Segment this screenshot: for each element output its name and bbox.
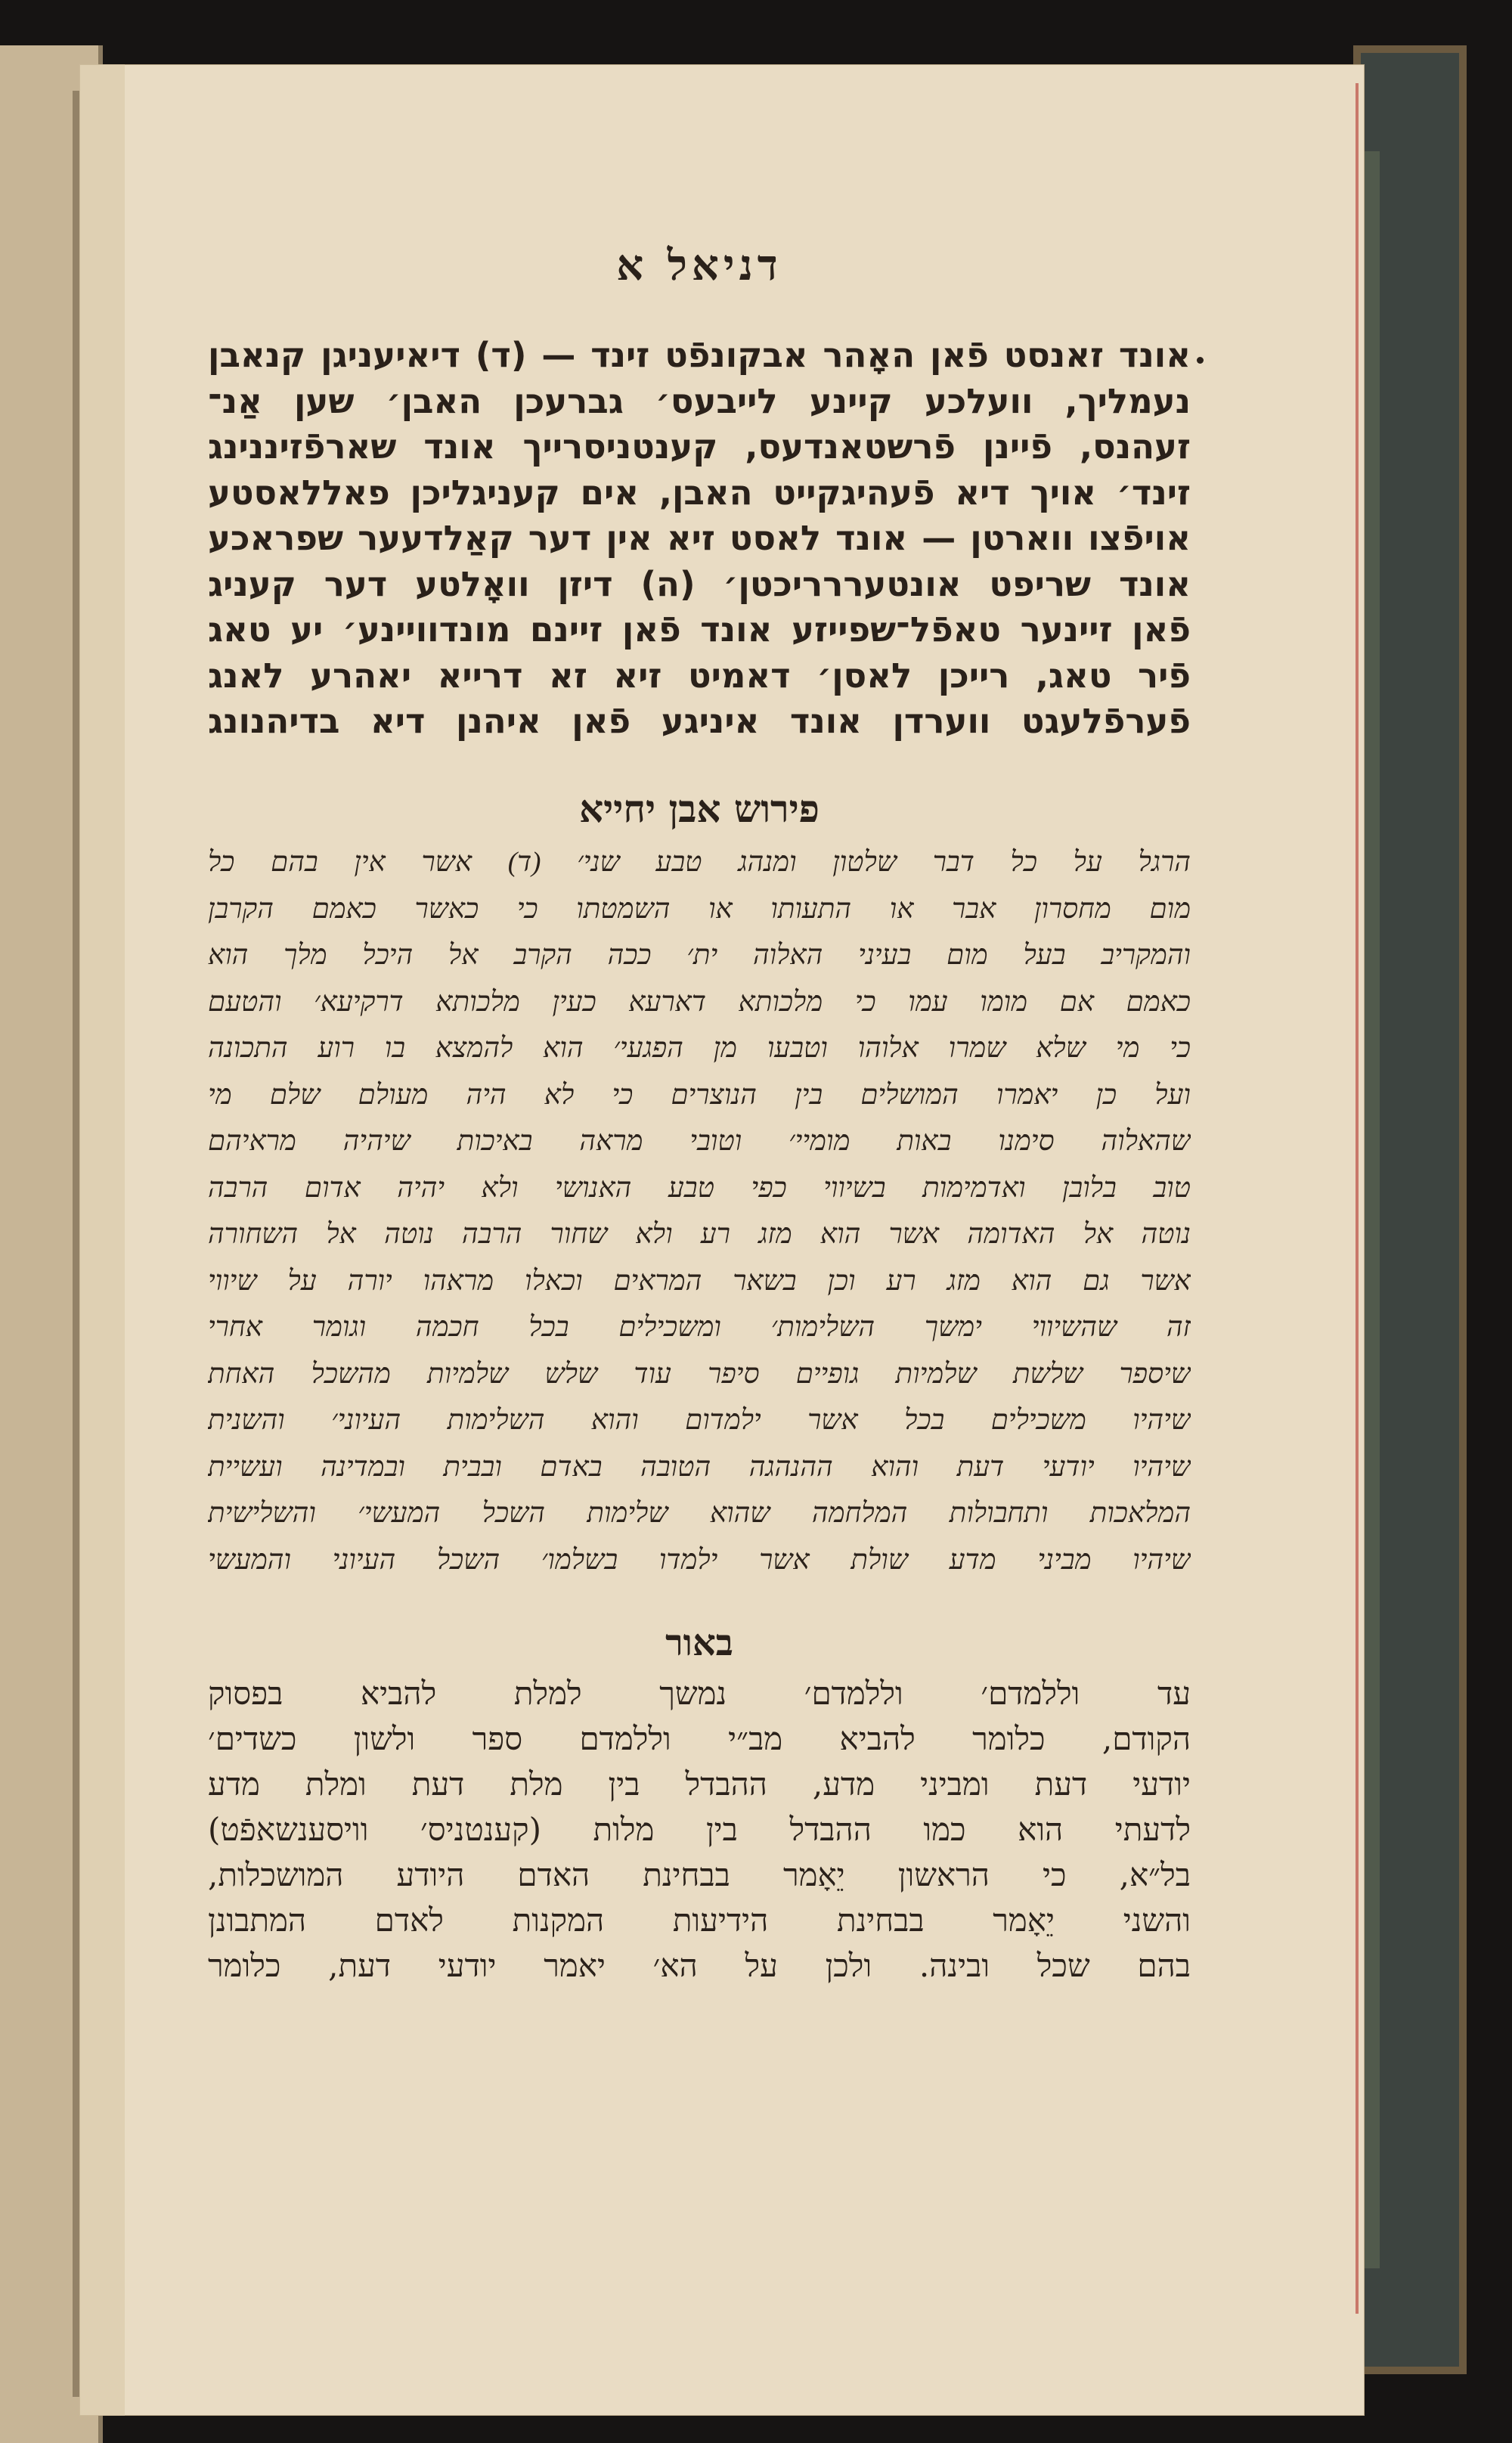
biur-heading: באור — [665, 1622, 733, 1664]
biur-line: הקודם, כלומר להביא מב״י וללמדם ספר ולשון כשדים׳ — [208, 1720, 1191, 1757]
commentary-line: שיהיו יודעי דעת והוא ההנהגה הטובה באדם ובבית ובמדינה ועשיית — [208, 1451, 1191, 1483]
text-line: זינד׳ אויך דיא פֿעהיגקייט האבן, אים קעניגליכן פאללאסטע — [208, 472, 1191, 513]
commentary-line: ועל כן יאמרו המושלים בין הנוצרים כי לא היה מעולם שלם מי — [208, 1079, 1191, 1111]
biur-line: עד וללמדם׳ וללמדם׳ נמשך למלת להביא בפסוק — [208, 1675, 1191, 1712]
commentary-line: שהאלוה סימנו באות מומיי׳ וטובי מראה באיכות שיהיה מראיהם — [208, 1126, 1191, 1157]
biur-block — [208, 1671, 1191, 1989]
text-line: פֿאן זיינער טאפֿל־שפייזע אונד פֿאן זיינם מונדוויינע׳ יע טאג — [208, 609, 1191, 650]
page-edge-red-stain — [1356, 83, 1359, 2314]
biur-line: לדעתי הוא כמו ההבדל בין מלות (קענטניס׳ וויסענשאפֿט) — [208, 1811, 1191, 1848]
text-line: אונד שריפט אונטעררריכטן׳ (ה) דיזן וואָלטע דער קעניג — [208, 563, 1191, 604]
biur-line: יודעי דעת ומביני מדע, ההבדל בין מלת דעת ומלת מדע — [208, 1766, 1191, 1803]
commentary-line: זה שהשיווי ימשך השלימות׳ ומשכילים בכל חכמה וגומר אחרי — [208, 1312, 1191, 1343]
commentary-line: הרגל על כל דבר שלטון ומנהג טבע שני׳ (ד) אשר אין בהם כל — [208, 847, 1191, 878]
text-line: אויפֿצו ווארטן — אונד לאסט זיא אין דער קאַלדעער שפראכע — [208, 518, 1191, 558]
commentary-heading: פירוש אבן יחייא — [579, 786, 820, 831]
biur-line: והשני יֵאָמר בבחינת הידיעות המקנות לאדם המתבונן — [208, 1902, 1191, 1939]
text-line: זעהנס, פֿיינן פֿרשטאנדעס, קענטניסרייך אונד שארפֿזיננינג — [208, 426, 1191, 467]
commentary-block — [208, 839, 1191, 1583]
commentary-line: והמקריב בעל מום בעיני האלוה ית׳ ככה הקרב אל היכל מלך הוא — [208, 940, 1191, 971]
text-line: פֿערפֿלעגט ווערדן אונד איניגע פֿאן איהנן דיא בדיהנונג — [208, 701, 1191, 741]
page-fold-shade — [79, 64, 125, 2416]
commentary-line: אשר גם הוא מזג רע וכן בשאר המראים וכאלו מראהו יורה על שיווי — [208, 1265, 1191, 1297]
text-line: אונד זאנסט פֿאן האָהר אבקונפֿט זינד — (ד) דיאיעניגן קנאבן — [208, 335, 1191, 375]
text-line: פֿיר טאג, רייכן לאסן׳ דאמיט זיא זא דרייא יאהרע לאנג — [208, 655, 1191, 696]
page-title: דניאל א — [616, 240, 782, 290]
biur-line: בהם שכל ובינה. ולכן על הא׳ יאמר יודעי דעת, כלומר — [208, 1947, 1191, 1984]
commentary-line: המלאכות ותחבולות המלחמה שהוא שלימות השכל המעשי׳ והשלישית — [208, 1498, 1191, 1529]
commentary-line: נוטה אל האדומה אשר הוא מזג רע ולא שחור הרבה נוטה אל השחורה — [208, 1219, 1191, 1250]
commentary-line: שיספר שלשת שלמיות גופיים סיפר עוד שלש שלמיות מהשכל האחת — [208, 1358, 1191, 1390]
commentary-line: מום מחסרון אבר או התעותו או השמטתו כי כאשר כאמם הקרבן — [208, 893, 1191, 925]
commentary-line: כאמם אם מומו עמו כי מלכותא דארעא כעין מלכותא דרקיעא׳ והטעם — [208, 986, 1191, 1018]
commentary-line: שיהיו משכילים בכל אשר ילמדום והוא השלימות העיוני׳ והשנית — [208, 1405, 1191, 1436]
text-line: נעמליך, וועלכע קיינע לייבעס׳ גברעכן האבן׳ שען אַנ־ — [208, 380, 1191, 421]
ink-dot — [1197, 357, 1204, 364]
commentary-line: כי מי שלא שמרו אלוהו וטבעו מן הפגעי׳ הוא להמצא בו רוע התכונה — [208, 1033, 1191, 1064]
yiddish-translation-block — [208, 333, 1191, 745]
commentary-line: שיהיו מביני מדע שולת אשר ילמדו בשלמו׳ השכל העיוני והמעשי — [208, 1544, 1191, 1576]
commentary-line: טוב בלובן ואדמימות בשיווי כפי טבע האנושי ולא יהיה אדום הרבה — [208, 1172, 1191, 1204]
biur-line: בל״א, כי הראשון יֵאָמר בבחינת האדם היודע המושכלות, — [208, 1856, 1191, 1893]
